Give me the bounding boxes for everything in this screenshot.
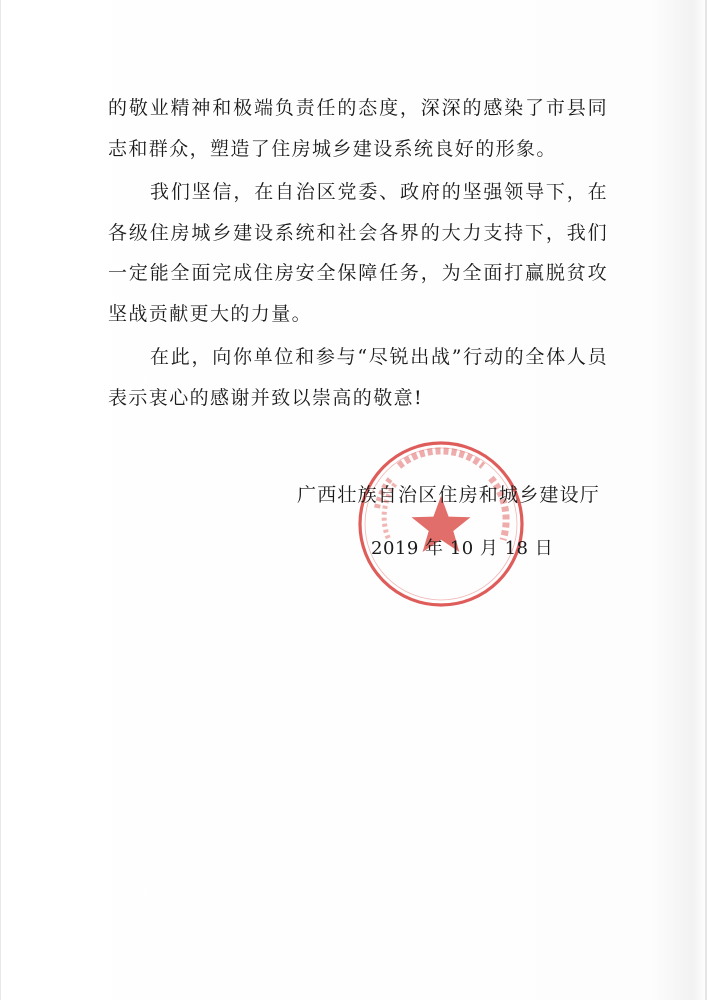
paragraph-belief: 我们坚信，在自治区党委、政府的坚强领导下，在各级住房城乡建设系统和社会各界的大力支持下，我们一定能全面完成住房安全保障任务，为全面打赢脱贫攻坚战贡献更大的力量。 <box>108 181 608 325</box>
letter-body <box>108 88 608 421</box>
official-seal-icon <box>355 438 527 610</box>
paragraph-continued: 的敬业精神和极端负责任的态度，深深的感染了市县同志和群众，塑造了住房城乡建设系统良好的形象。 <box>108 97 608 160</box>
signature-date: 2019 年 10 月 18 日 <box>371 538 554 559</box>
signature-organization: 广西壮族自治区住房和城乡建设厅 <box>297 484 601 506</box>
paragraph-thanks: 在此，向你单位和参与“尽锐出战”行动的全体人员表示衷心的感谢并致以崇高的敬意! <box>108 346 608 409</box>
